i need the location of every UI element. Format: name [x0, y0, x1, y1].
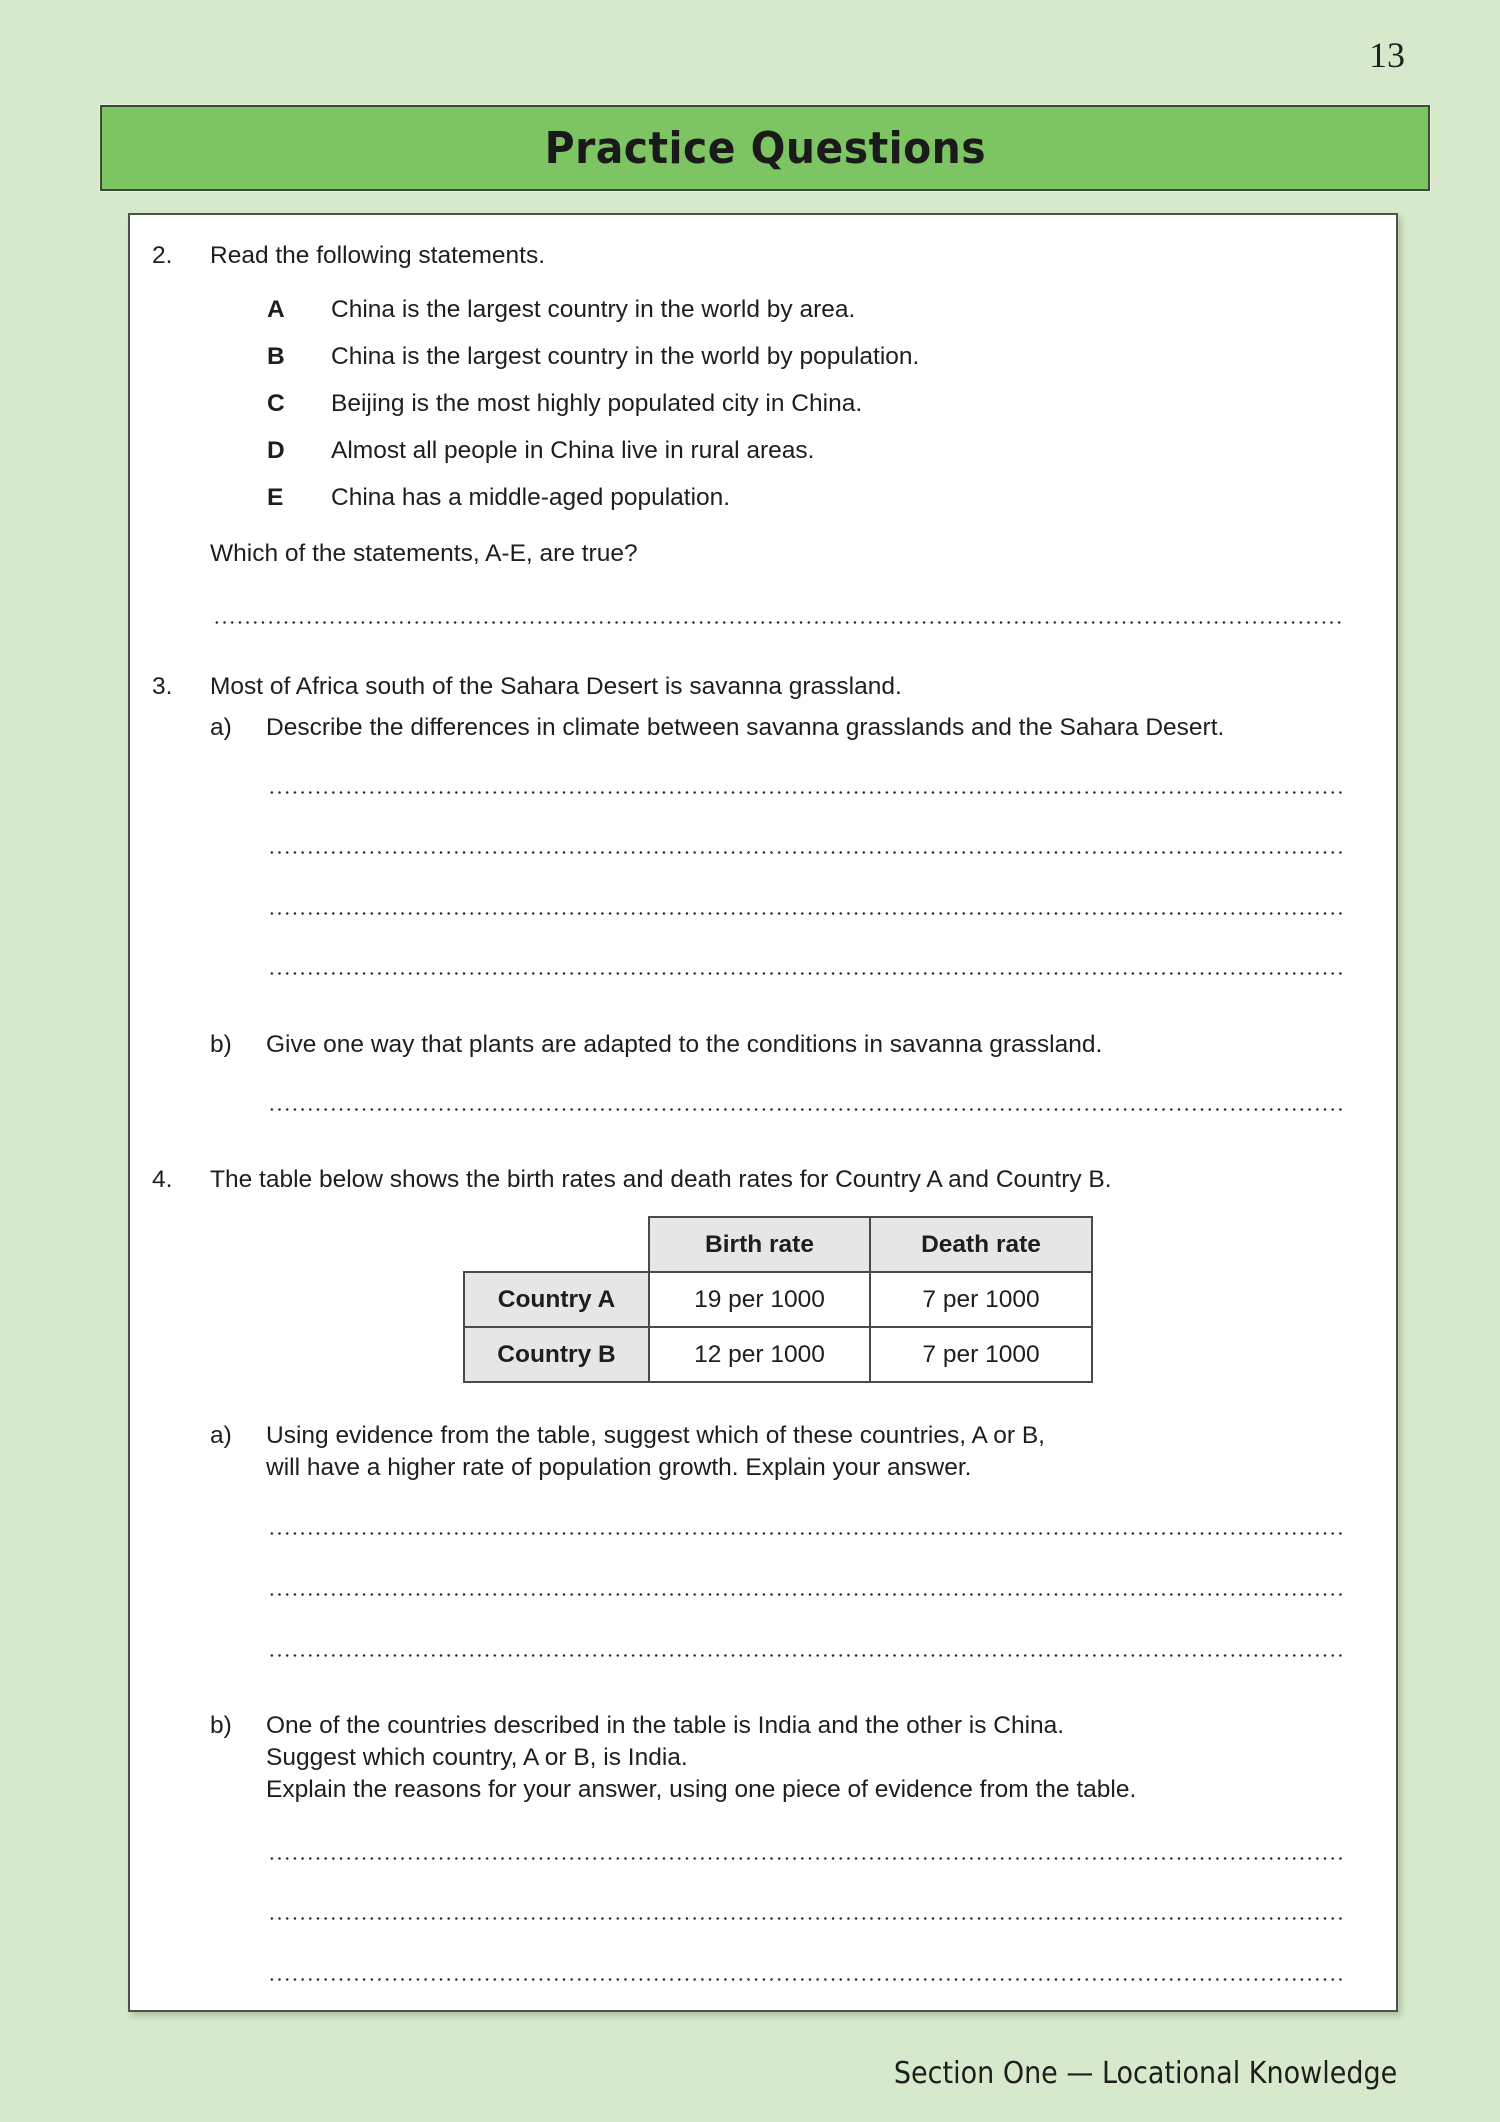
- q4a-text-line: will have a higher rate of population growth. Explain your answer.: [266, 1454, 972, 1481]
- q4b-label: b): [210, 1712, 232, 1739]
- table-corner-cell: [464, 1217, 649, 1272]
- q4a-text-line: Using evidence from the table, suggest which of these countries, A or B,: [266, 1422, 1045, 1449]
- birth-death-rate-table: [463, 1216, 1093, 1383]
- q4-number: 4.: [152, 1166, 173, 1193]
- death-rate-cell: 7 per 1000: [870, 1327, 1092, 1382]
- q4b-answer-line[interactable]: [268, 1917, 1344, 1920]
- q2-question: Which of the statements, A-E, are true?: [210, 540, 638, 567]
- q3a-answer-line[interactable]: [268, 791, 1344, 794]
- q4a-answer-line[interactable]: [268, 1593, 1344, 1596]
- q3-number: 3.: [152, 673, 173, 700]
- q3-prompt: Most of Africa south of the Sahara Desert is savanna grassland.: [210, 673, 902, 700]
- q2-number: 2.: [152, 242, 173, 269]
- statement-text: China is the largest country in the world by population.: [331, 343, 920, 370]
- row-header-country: Country A: [464, 1272, 649, 1327]
- q3b-text: Give one way that plants are adapted to the conditions in savanna grassland.: [266, 1031, 1103, 1058]
- q3a-answer-line[interactable]: [268, 912, 1344, 915]
- q2-prompt: Read the following statements.: [210, 242, 546, 269]
- table-header-row: [464, 1217, 1092, 1272]
- q4a-answer-line[interactable]: [268, 1654, 1344, 1657]
- statement-letter: E: [267, 484, 284, 511]
- page-title: Practice Questions: [544, 122, 986, 174]
- questions-panel: [128, 213, 1398, 2012]
- statement-text: Almost all people in China live in rural areas.: [331, 437, 815, 464]
- title-banner: [100, 105, 1430, 191]
- table-row: [464, 1272, 1092, 1327]
- statement-text: China is the largest country in the world by area.: [331, 296, 856, 323]
- statement-letter: B: [267, 343, 285, 370]
- q3b-label: b): [210, 1031, 232, 1058]
- birth-rate-cell: 19 per 1000: [649, 1272, 870, 1327]
- section-footer: Section One — Locational Knowledge: [893, 2056, 1397, 2091]
- q4b-answer-line[interactable]: [268, 1978, 1344, 1981]
- q3a-answer-line[interactable]: [268, 972, 1344, 975]
- q4-prompt: The table below shows the birth rates and death rates for Country A and Country B.: [210, 1166, 1112, 1193]
- q2-answer-line[interactable]: [213, 621, 1344, 624]
- row-header-country: Country B: [464, 1327, 649, 1382]
- q3a-answer-line[interactable]: [268, 851, 1344, 854]
- q3a-label: a): [210, 714, 232, 741]
- q4b-text-line: One of the countries described in the table is India and the other is China.: [266, 1712, 1065, 1739]
- q3b-answer-line[interactable]: [268, 1108, 1344, 1111]
- q4a-label: a): [210, 1422, 232, 1449]
- birth-rate-cell: 12 per 1000: [649, 1327, 870, 1382]
- q4b-answer-line[interactable]: [268, 1857, 1344, 1860]
- q3a-text: Describe the differences in climate between savanna grasslands and the Sahara Desert.: [266, 714, 1225, 741]
- statement-text: Beijing is the most highly populated city in China.: [331, 390, 863, 417]
- page-number: 13: [1369, 35, 1405, 75]
- statement-letter: C: [267, 390, 285, 417]
- death-rate-cell: 7 per 1000: [870, 1272, 1092, 1327]
- column-header-birth-rate: Birth rate: [649, 1217, 870, 1272]
- statement-letter: A: [267, 296, 285, 323]
- column-header-death-rate: Death rate: [870, 1217, 1092, 1272]
- q4b-text-line: Explain the reasons for your answer, using one piece of evidence from the table.: [266, 1776, 1137, 1803]
- q4b-text-line: Suggest which country, A or B, is India.: [266, 1744, 688, 1771]
- table-row: [464, 1327, 1092, 1382]
- statement-letter: D: [267, 437, 285, 464]
- statement-text: China has a middle-aged population.: [331, 484, 731, 511]
- q4a-answer-line[interactable]: [268, 1532, 1344, 1535]
